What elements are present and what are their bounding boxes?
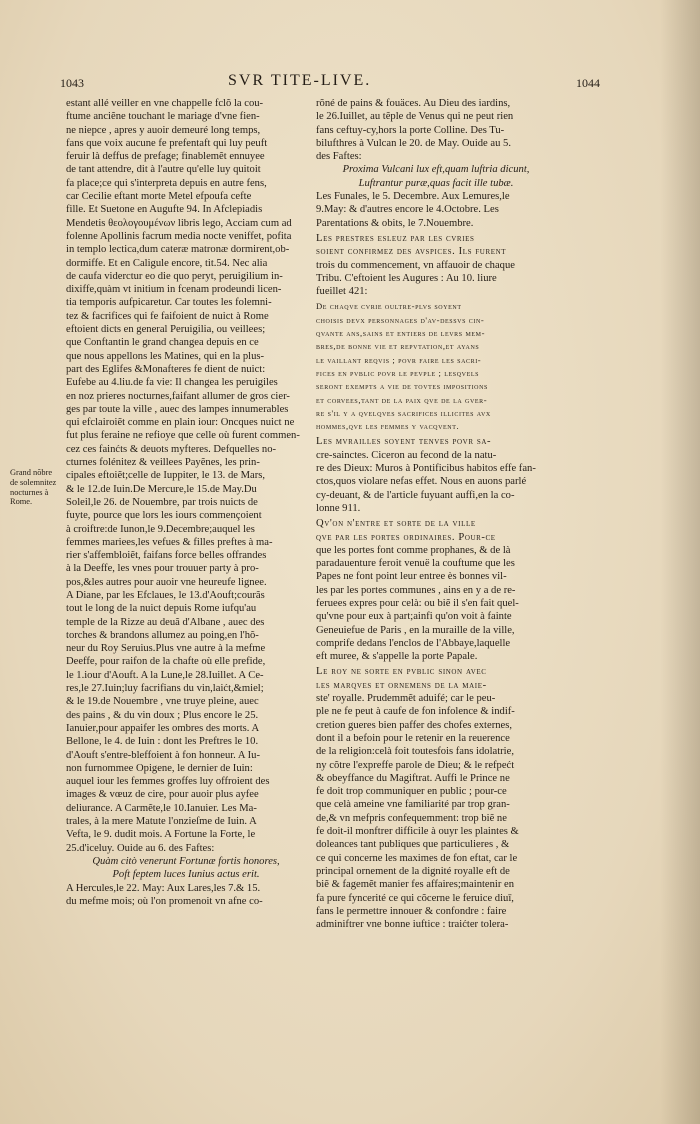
- text-line: cy-deuant, & de l'article fuyuant auffi,en la co-: [316, 489, 515, 501]
- text-line: fans le permettre innouer & confondre : faire: [316, 905, 507, 917]
- text-line: Papes ne font point leur entree ès bonnes vil-: [316, 571, 507, 583]
- text-line: des pains , & du vin doux ; Plus encore le 25.: [66, 709, 259, 721]
- page-number-left: 1043: [60, 76, 84, 90]
- text-line: Bellone, le 4. de Iuin : dont les Preftres le 10.: [66, 736, 259, 748]
- page-number-right: 1044: [576, 76, 600, 90]
- running-head: [60, 72, 600, 94]
- text-line: Deeffe, pour raifon de la chafte où elle prefide,: [66, 656, 266, 668]
- text-line: re des Dieux: Muros à Pontificibus habitos effe fan-: [316, 463, 536, 475]
- text-line: ne niepce , apres y auoir demeuré long temps,: [66, 124, 261, 136]
- text-line: de tant attendre, dit à l'autre qu'elle luy quitoit: [66, 164, 261, 176]
- text-line: trales, à la mere Matute l'onzieſme de Iuin. A: [66, 816, 257, 828]
- text-line: images & vœuz de cire, pour auoir plus ayfee: [66, 789, 259, 801]
- text-line: deliurance. A Carmẽte,le 10.Ianuier. Les Ma-: [66, 802, 257, 814]
- text-line: Les mvrailles soyent tenves povr sa-: [316, 436, 492, 448]
- margin-note-line: nocturnes à: [10, 487, 49, 497]
- right-column-quote: [316, 163, 556, 190]
- text-line: fa pure fyncerité ce qui cõcerne le feruice diuī,: [316, 892, 514, 904]
- text-line: neur du Roy Seruius.Plus vne autre à la mefme: [66, 643, 266, 655]
- text-line: adminiftrer vne bonne iuftice : traićter tolera-: [316, 919, 509, 931]
- text-line: eft muree, & s'appelle la porte Papale.: [316, 651, 478, 663]
- text-line: qve par les portes ordinaires. Pour-ce: [316, 531, 496, 543]
- text-line: fille. Et Suetone en Augufte 94. In Afclepiadis: [66, 204, 263, 216]
- text-line: pos,&les autres pour auoir vne heureufe lignee.: [66, 576, 267, 588]
- text-line: qui efclairoiẽt comme en plain iour: Oncques nuict ne: [66, 417, 295, 429]
- text-line: Les Funales, le 5. Decembre. Aux Lemures,le: [316, 191, 510, 203]
- text-line: hommes,qve les femmes y vacqvent.: [316, 421, 460, 432]
- page-edge-shadow: [660, 0, 700, 1124]
- text-line: choisis devx personnages d'av-dessvs cin-: [316, 314, 485, 325]
- text-line: & le 19.de Nouembre , vne truye pleine, auec: [66, 696, 259, 708]
- text-line: Vefta, le 9. dudit mois. A Fortune la Forte, le: [66, 829, 256, 841]
- text-line: folenne Apollinis facrum media nocte veniffet, pofita: [66, 230, 292, 242]
- text-line: torches & brandons allumez au poing,en l'hõ-: [66, 629, 259, 641]
- text-line: bres,de bonne vie et repvtation,et ayans: [316, 341, 480, 352]
- text-line: rier s'affembloiẽt, faifans force belles offrandes: [66, 550, 267, 562]
- text-line: fa place;ce qui s'interpreta depuis en autre fens,: [66, 177, 267, 189]
- running-title: SVR TITE-LIVE.: [228, 72, 372, 89]
- text-line: ce qui concerne les maximes de fon eftat, car le: [316, 852, 518, 864]
- text-line: cez ces fainćts & deuots myfteres. Defquelles no-: [66, 443, 277, 455]
- text-line: qvante ans,sains et entiers de levrs mem-: [316, 328, 486, 339]
- text-line: qu'vne pour eux à part;ainfi qu'on voit à fainte: [316, 611, 512, 623]
- text-line: le 26.Iuillet, au tẽple de Venus qui ne peut rien: [316, 111, 514, 123]
- text-line: fuyte, pource que lors les iours commençoient: [66, 510, 262, 522]
- text-line: le vaillant reqvis ; povr faire les sacri-: [316, 354, 482, 365]
- text-line: Luftrantur puræ,quas facit ille tubæ.: [358, 177, 514, 189]
- text-line: cre-sainctes. Ciceron au fecond de la natu-: [316, 449, 497, 461]
- text-line: ctos,quos violare nefas effet. Nous en auons parlé: [316, 476, 527, 488]
- text-line: estant allé veiller en vne chappelle fclõ la cou-: [66, 98, 264, 109]
- text-line: in templo lectica,dum cateræ matronæ dormirent,ob-: [66, 244, 290, 256]
- left-column-tail: [66, 882, 306, 909]
- text-line: le 1.iour d'Aouft. A la Lune,le 28.Iuillet. A Ce-: [66, 669, 264, 681]
- text-line: Ianuier,pour appaifer les ombres des morts. A: [66, 722, 260, 734]
- text-line: que Conftantin le grand changea depuis en ce: [66, 337, 259, 349]
- section-walls: [316, 435, 556, 515]
- text-line: A Hercules,le 22. May: Aux Lares,les 7.& 15.: [66, 882, 261, 894]
- text-line: femmes mariees,les vefues & filles preftes à ma-: [66, 536, 273, 548]
- right-column: [316, 97, 556, 931]
- margin-note-line: de solemnitez: [10, 477, 57, 487]
- text-line: les par les portes communes , ains en y a de re-: [316, 584, 516, 596]
- left-column-quote: [66, 855, 306, 882]
- text-line: Mendetis θεολογουμένων libris lego, Acciam cum ad: [66, 217, 292, 229]
- margin-note-line: Rome.: [10, 497, 33, 507]
- margin-note-line: Grand nõbre: [10, 468, 53, 477]
- text-line: eftoient dicts en general Peruigilia, ou veillees;: [66, 324, 266, 336]
- section-curies: [316, 300, 556, 433]
- text-line: en noz prieres nocturnes,faifant allumer de gros cier-: [66, 390, 290, 402]
- text-line: du mefme mois; où l'on promenoit vn afne co-: [66, 895, 263, 907]
- text-line: de caufa viderctur eo die quo peryt, peruigilium in-: [66, 270, 283, 282]
- text-line: res,le 27.Iuin;luy facrifians du vin,laićt,&miel;: [66, 683, 264, 695]
- text-line: ges par toute la ville , auec des lampes innumerables: [66, 403, 289, 415]
- text-line: fe doit trop communiquer en public ; pour-ce: [316, 786, 507, 798]
- text-line: dormiffe. Et en Caligule encore, tit.54. Nec alia: [66, 257, 268, 269]
- text-line: ny cõtre l'expreffe parole de Dieu; & le refpećt: [316, 759, 515, 771]
- left-column-body: [66, 97, 306, 855]
- text-line: fueillet 421:: [316, 286, 368, 298]
- text-line: paradauenture feroit venuë la couftume que les: [316, 558, 515, 570]
- section-king: [316, 665, 556, 931]
- text-line: re s'il y a qvelqves sacrifices illicites avx: [316, 407, 491, 418]
- text-line: de,& vn mefpris confequemment: trop biẽ ne: [316, 812, 507, 824]
- text-line: tia temporis aufpicaretur. Car toutes les folemni-: [66, 297, 272, 309]
- right-column-intro: [316, 97, 556, 163]
- text-line: Eufebe au 4.liu.de fa vie: Il changea les peruigiles: [66, 377, 278, 389]
- text-line: Qv'on n'entre et sorte de la ville: [316, 518, 476, 530]
- text-line: Quàm citò venerunt Fortunæ fortis honores,: [92, 855, 280, 867]
- text-line: feruees expres pour celà: ou biẽ il s'en fait quel-: [316, 597, 519, 609]
- text-line: ftume anciẽne touchant le mariage d'vne fien-: [66, 111, 260, 123]
- text-line: trois du commencement, vn affauoir de chaque: [316, 259, 515, 271]
- text-line: rõné de pains & fouäces. Au Dieu des iardins,: [316, 98, 511, 109]
- text-line: seront exempts a vie de tovtes impositions: [316, 381, 488, 392]
- text-line: Les prestres esleuz par les cvries: [316, 232, 475, 244]
- text-line: cipales eftoiẽt;celle de Iuppiter, le 13. de Mars,: [66, 470, 266, 482]
- text-line: Parentations & obits, le 7.Nouembre.: [316, 217, 474, 229]
- text-line: car Cecilie eftant morte Metel efpoufa cefte: [66, 191, 252, 203]
- text-line: cturnes folénitez & veillees Payẽnes, les prin-: [66, 457, 260, 469]
- text-line: soient confirmez des avspices. Ils furent: [316, 246, 507, 258]
- text-line: lonne 911.: [316, 502, 361, 514]
- text-line: Proxima Vulcani lux eft,quam luftria dicunt,: [342, 164, 530, 176]
- text-line: les marqves et ornemens de la maie-: [316, 679, 487, 691]
- text-line: 25.d'iceluy. Ouide au 6. des Faftes:: [66, 842, 215, 854]
- text-line: des Faftes:: [316, 151, 362, 163]
- margin-note: [10, 468, 62, 507]
- section-priests: [316, 232, 556, 298]
- left-column: [66, 97, 306, 908]
- text-line: d'Aouft s'entre-bleffoient à fon honneur. A Iu-: [66, 749, 260, 761]
- text-line: tez & facrifices qui fe faifoient de nuict à Rome: [66, 310, 269, 322]
- text-line: feruir là deffus de prefage; finablemẽt ennuyee: [66, 151, 265, 163]
- text-line: ple ne fe peut à caufe de fon infolence & indif-: [316, 706, 515, 718]
- text-line: fe doit-il monftrer difficile à ouyr les plaintes &: [316, 826, 519, 838]
- text-line: 9.May: & d'autres encore le 4.Octobre. Les: [316, 204, 499, 216]
- text-line: comprife dedans l'enclos de l'Abbaye,laquelle: [316, 637, 511, 649]
- text-line: que les portes font comme prophanes, & de là: [316, 544, 511, 556]
- text-line: non furnommee Opigene, le dernier de Iuin:: [66, 762, 253, 774]
- text-line: & le 12.de Iuin.De Mercure,le 15.de May.Du: [66, 483, 257, 495]
- text-line: à croiftre:de Iunon,le 9.Decembre;auquel les: [66, 523, 255, 535]
- text-line: à la Deeffe, les vnes pour trouuer party à pro-: [66, 563, 259, 575]
- section-gates: [316, 517, 556, 663]
- text-line: ste' royalle. Prudemmẽt aduifé; car le peu-: [316, 693, 496, 705]
- text-line: Geneuiefue de Paris , en la muraille de la ville,: [316, 624, 515, 636]
- text-line: & obeyffance du Magiftrat. Auffi le Prince ne: [316, 772, 510, 784]
- text-line: bilufthres à Vulcan le 20. de May. Ouide au 5.: [316, 137, 512, 149]
- text-line: doleances tant publiques que particulieres , &: [316, 839, 510, 851]
- text-line: tout le long de la nuict depuis Rome iufqu'au: [66, 603, 257, 615]
- text-line: que nous appellons les Matines, qui en la plus-: [66, 350, 265, 362]
- text-line: et corvees,tant de la paix qve de la gver-: [316, 394, 488, 405]
- text-line: fut plus feraine ne refioye que celle où furent commen-: [66, 430, 300, 442]
- text-line: A Diane, par les Efclaues, le 13.d'Aouft;courãs: [66, 589, 265, 601]
- text-line: que celà ameine vne familiarité par trop gran-: [316, 799, 510, 811]
- text-line: auquel iour les femmes groffes luy offroient des: [66, 776, 270, 788]
- text-line: principal ornement de la dignité royalle eft de: [316, 865, 510, 877]
- text-line: dont il a befoin pour le retenir en la reuerence: [316, 732, 510, 744]
- text-line: Tribu. C'eftoient les Augures : Au 10. liure: [316, 272, 497, 284]
- text-line: Soleil,le 26. de Nouembre, par trois nuicts de: [66, 496, 258, 508]
- text-line: De chaqve cvrie oultre-plvs soyent: [316, 301, 462, 312]
- text-line: temple de la Rizze au deuã d'Albane , auec des: [66, 616, 265, 628]
- text-line: cretion gueres bien paffer des chofes externes,: [316, 719, 512, 731]
- text-line: Le roy ne sorte en pvblic sinon avec: [316, 666, 487, 678]
- text-line: fans ceftuy-cy,hors la porte Colline. Des Tu-: [316, 124, 505, 136]
- text-line: fans que voix aucune fe prefentaft qui luy peuft: [66, 137, 268, 149]
- text-line: fices en pvblic povr le pevple ; lesqvels: [316, 367, 480, 378]
- text-line: dixiffe,quàm vt initium in fcenam prodeundi licen-: [66, 284, 282, 296]
- text-line: biẽ & fagemẽt manier fes affaires;maintenir en: [316, 879, 515, 891]
- text-line: part des Eglifes &Monafteres fe dient de nuict:: [66, 363, 266, 375]
- text-line: de la religion:celà foit toutesfois fans idolatrie,: [316, 746, 514, 758]
- text-line: Poft feptem luces Iunius actus erit.: [112, 869, 260, 881]
- right-column-continued: [316, 190, 556, 230]
